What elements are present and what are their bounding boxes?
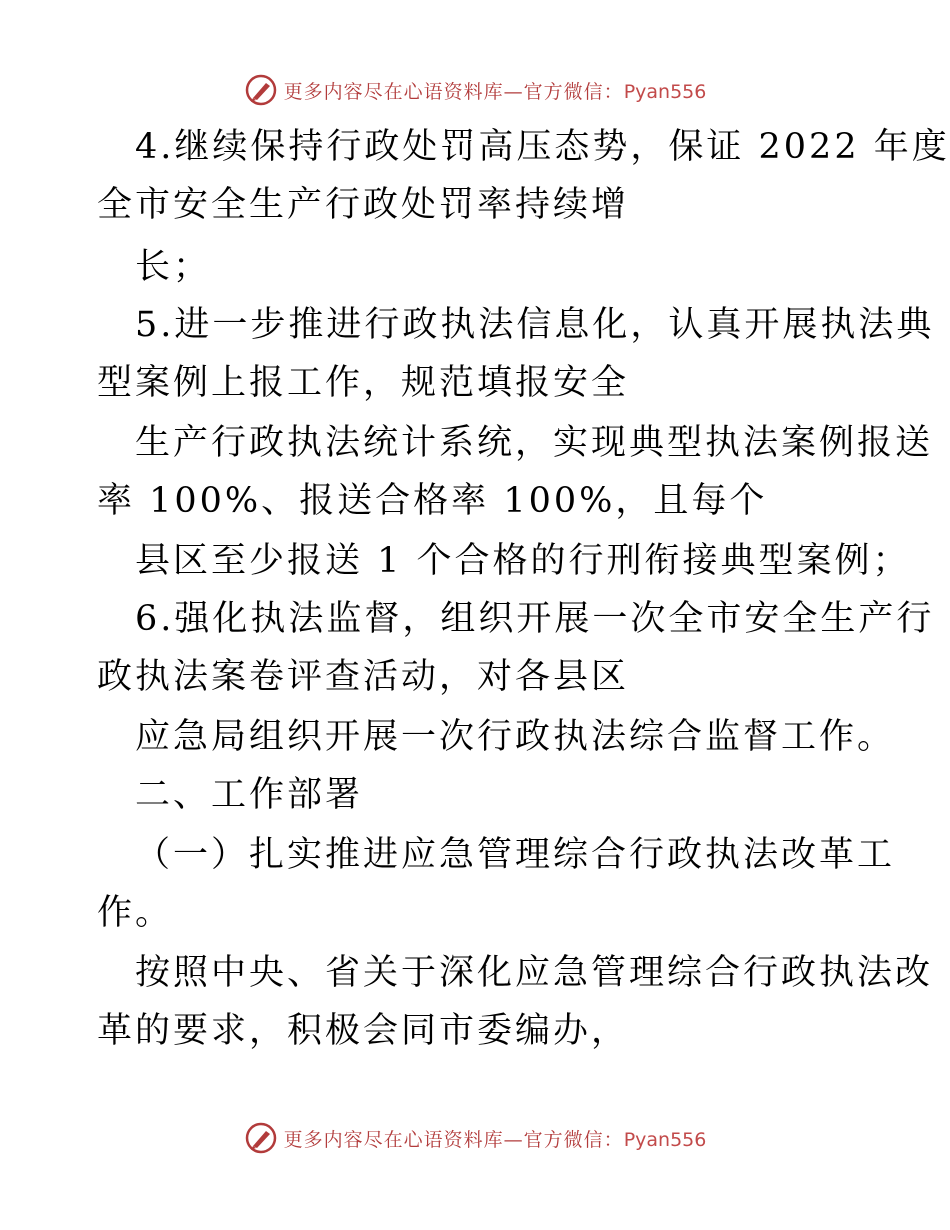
footer-watermark bbox=[0, 1118, 950, 1158]
header-watermark bbox=[0, 70, 950, 110]
watermark-wechat-label: 官方微信： bbox=[523, 80, 624, 103]
subsection-heading-cont: 作。 bbox=[97, 893, 174, 933]
text-line: 率 100%、报送合格率 100%，且每个 bbox=[97, 481, 768, 521]
text-line: 县区至少报送 1 个合格的行刑衔接典型案例； bbox=[135, 541, 911, 581]
watermark-wechat-id: Pyan556 bbox=[623, 1128, 707, 1151]
text-line: 生产行政执法统计系统，实现典型执法案例报送 bbox=[135, 423, 934, 463]
text-line: 6.强化执法监督，组织开展一次全市安全生产行 bbox=[135, 599, 935, 639]
watermark-separator: — bbox=[503, 80, 524, 103]
watermark-separator: — bbox=[503, 1128, 524, 1151]
text-line: 全市安全生产行政处罚率持续增 bbox=[97, 185, 630, 225]
section-heading: 二、工作部署 bbox=[135, 775, 364, 815]
text-line: 应急局组织开展一次行政执法综合监督工作。 bbox=[135, 717, 896, 757]
pen-logo-icon bbox=[244, 1121, 278, 1155]
text-line: 政执法案卷评查活动，对各县区 bbox=[97, 657, 630, 697]
text-line: 4.继续保持行政处罚高压态势，保证 2022 年度 bbox=[135, 127, 950, 167]
text-line: 长； bbox=[135, 247, 212, 287]
watermark-site: 更多内容尽在心语资料库 bbox=[283, 80, 504, 103]
text-line: 按照中央、省关于深化应急管理综合行政执法改 bbox=[135, 953, 934, 993]
watermark-text bbox=[284, 77, 707, 104]
watermark-wechat-label: 官方微信： bbox=[523, 1128, 624, 1151]
watermark-text bbox=[284, 1125, 707, 1152]
text-line: 型案例上报工作，规范填报安全 bbox=[97, 363, 630, 403]
pen-logo-icon bbox=[244, 73, 278, 107]
text-line: 革的要求，积极会同市委编办， bbox=[97, 1011, 630, 1051]
subsection-heading: （一）扎实推进应急管理综合行政执法改革工 bbox=[135, 835, 896, 875]
watermark-wechat-id: Pyan556 bbox=[623, 80, 707, 103]
watermark-site: 更多内容尽在心语资料库 bbox=[283, 1128, 504, 1151]
text-line: 5.进一步推进行政执法信息化，认真开展执法典 bbox=[135, 305, 935, 345]
